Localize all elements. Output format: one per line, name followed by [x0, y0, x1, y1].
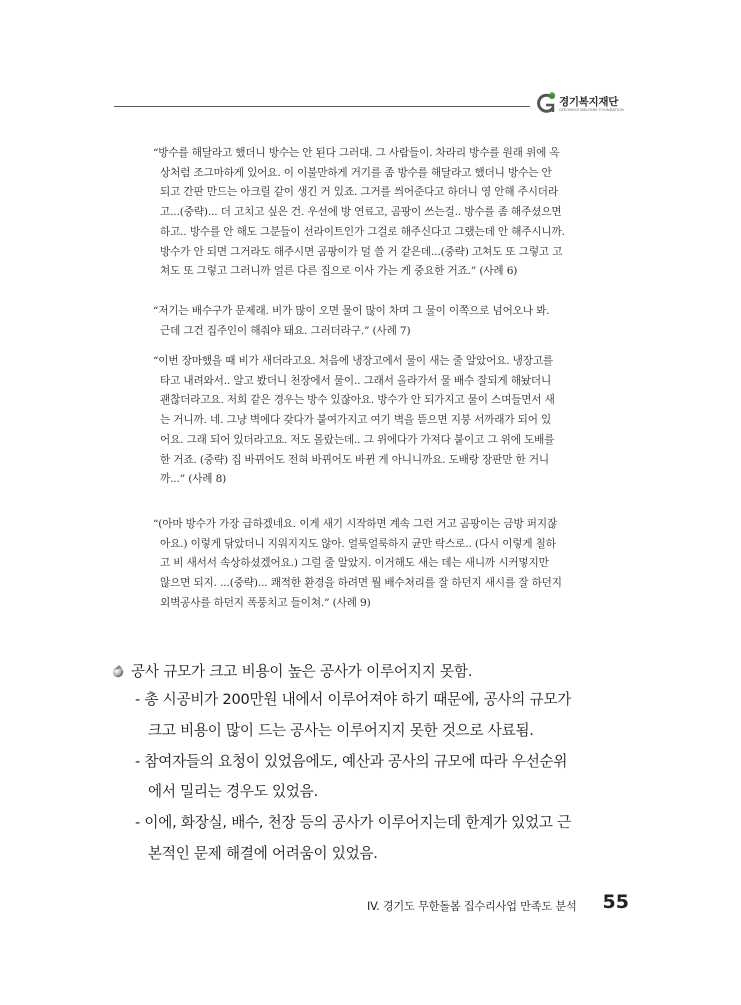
foundation-logo-icon — [536, 92, 558, 118]
quote-line: 않으면 되지. ...(중략)... 쾌적한 환경을 하려면 뭘 배수처리를 잘 하던지 새시를 잘 하던지 — [160, 577, 562, 590]
quote-line: 되고 간판 만드는 아크릴 같이 생긴 거 있죠. 그거를 씌어준다고 하더니 영 안해 주시더라 — [160, 186, 558, 199]
quote-line: “저기는 배수구가 문제래. 비가 많이 오면 물이 많이 차며 그 물이 이쪽으로 넘어오나 봐. — [153, 305, 550, 317]
sphere-bullet-icon — [111, 664, 125, 678]
quote-line: “방수를 해달라고 했더니 방수는 안 된다 그러대. 그 사람들이. 차라리 방수를 원래 위에 옥 — [153, 147, 560, 159]
finding-items — [111, 685, 631, 870]
section-heading-text: 공사 규모가 크고 비용이 높은 공사가 이루어지지 못함. — [131, 663, 473, 680]
quote-line: 외벽공사를 하던지 폭풍치고 들이쳐.” (사례 9) — [160, 596, 371, 609]
interview-quote — [153, 352, 616, 490]
findings-section — [111, 659, 631, 870]
quote-line: 는 거니까. 네. 그냥 벽에다 갖다가 붙여가지고 여기 벽을 뜯으면 지붕 서까래가 되어 있 — [160, 414, 552, 427]
quote-line: 쳐도 또 그렇고 그러니까 얼른 다른 집으로 이사 가는 게 중요한 거죠.” (사례 6) — [160, 265, 518, 278]
org-name: 경기복지재단 — [559, 96, 619, 108]
interview-quote — [153, 302, 616, 341]
quote-line: 까...” (사례 8) — [160, 473, 227, 486]
finding-line: 에서 밀리는 경우도 있었음. — [148, 783, 318, 801]
quote-line: 타고 내려와서.. 알고 봤더니 천장에서 물이.. 그래서 올라가서 물 배수 잘되게 해놨더니 — [160, 374, 552, 387]
finding-line: - 이에, 화장실, 배수, 천장 등의 공사가 이루어지는데 한계가 있었고 근 — [135, 814, 571, 832]
quote-line: 어요. 그래 되어 있더라고요. 저도 몰랐는데.. 그 위에다가 가져다 붙이고 그 위에 도배를 — [160, 433, 555, 446]
section-heading — [111, 659, 631, 685]
chapter-title: IV. 경기도 무한돌봄 집수리사업 만족도 분석 — [367, 900, 577, 913]
header-rule — [114, 106, 530, 107]
quote-line: 방수가 안 되면 그거라도 해주시면 곰팡이가 덜 쓸 거 같은데...(중략) 고쳐도 또 그렇고 고 — [160, 245, 563, 258]
finding-line: - 참여자들의 요청이 있었음에도, 예산과 공사의 규모에 따라 우선순위 — [135, 752, 568, 770]
quote-line: 근데 그건 집주인이 해줘야 돼요. 그러더라구.” (사례 7) — [160, 324, 411, 337]
quote-line: 아요.) 이렇게 닦았더니 지워지지도 않아. 얼룩얼룩하지 균만 락스로.. (다시 이렇게 칠하 — [160, 537, 556, 550]
quote-line: 괜찮더라고요. 저희 같은 경우는 방수 있잖아요. 방수가 안 되가지고 물이 스며들면서 새 — [160, 394, 555, 407]
finding-line: 본적인 문제 해결에 어려움이 있었음. — [148, 844, 378, 862]
finding-line: - 총 시공비가 200만원 내에서 이루어져야 하기 때문에, 공사의 규모가 — [135, 691, 572, 708]
quote-line: 고...(중략)... 더 고치고 싶은 건. 우선에 방 연료고, 곰팡이 쓰는걸.. 방수를 좀 해주셨으면 — [160, 206, 562, 219]
page-number: 55 — [602, 891, 629, 913]
quote-line: “(아마 방수가 가장 급하겠네요. 이게 새기 시작하면 계속 그런 거고 곰팡이는 금방 퍼지잖 — [153, 518, 557, 530]
quote-line: 고 비 새서서 속상하셨겠어요.) 그럴 줄 알았지. 이거해도 새는 데는 새니까 시커멓지만 — [160, 557, 549, 570]
finding-item — [111, 685, 631, 747]
quote-line: 하고.. 방수를 안 해도 그분들이 선라이트인가 그걸로 해주신다고 그랬는데 안 해주시니까. — [160, 225, 565, 238]
foundation-logo — [536, 92, 646, 120]
interview-quote — [153, 515, 616, 614]
page-footer — [367, 891, 629, 921]
interview-quote — [153, 144, 616, 282]
finding-line: 크고 비용이 많이 드는 공사는 이루어지지 못한 것으로 사료됨. — [148, 721, 534, 739]
org-subtitle: GYEONGGI WELFARE FOUNDATION — [559, 108, 624, 112]
quote-line: “이번 장마했을 때 비가 새더라고요. 처음에 냉장고에서 물이 새는 줄 알았어요. 냉장고를 — [153, 355, 554, 367]
quote-line: 한 거죠. (중략) 집 바뀌어도 전혀 바뀌어도 바뀐 게 아니니까요. 도배랑 장판만 한 거니 — [160, 453, 549, 466]
finding-item — [111, 747, 631, 809]
quote-line: 상처럼 조그마하게 있어요. 이 이불만하게 거기를 좀 방수를 해달라고 했더니 방수는 안 — [160, 166, 552, 179]
finding-item — [111, 808, 631, 870]
